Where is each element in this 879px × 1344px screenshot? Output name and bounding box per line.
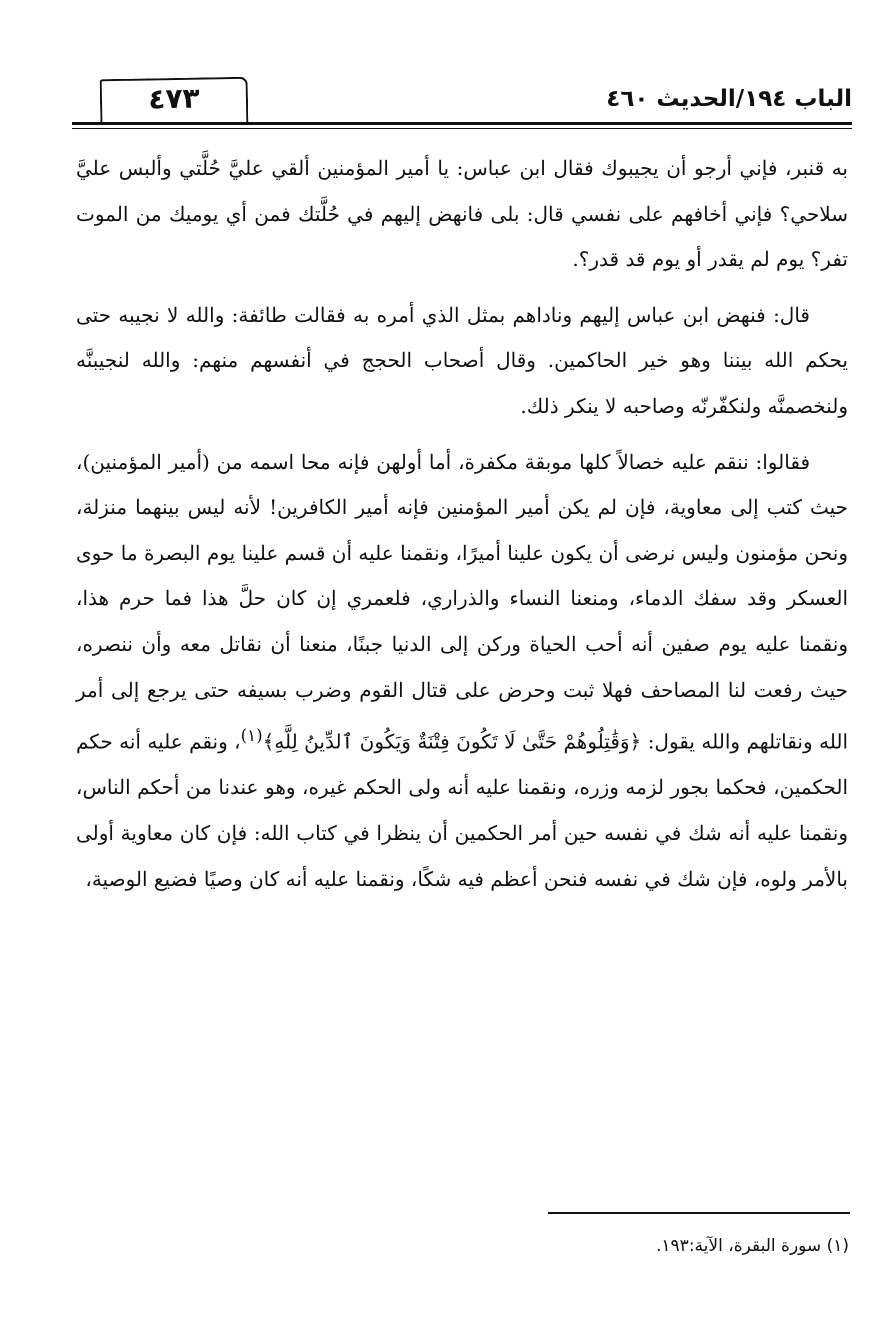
paragraph-3-continuation: ، ونقم عليه أنه حكم الحكمين، فحكما بجور لزمه وزره، ونقمنا عليه أنه ولى الحكم غيره، وهو عندنا من أحكم الناس، ونقمنا عليه أنه شك في نفسه حين أمر الحكمين أن ينظرا في كتاب الله: فإن كان معاوية أولى بالأمر ولوه، فإن شك في نفسه فنحن أعظم فيه شكًا، ونقمنا عليه أنه كان وصيًا فضيع الوصية،: [76, 729, 848, 891]
header-rule-thin: [72, 128, 852, 129]
footnote-separator: [548, 1212, 850, 1214]
page-header: [72, 78, 852, 128]
header-rule-thick: [72, 122, 852, 125]
paragraph-1: به قنبر، فإني أرجو أن يجيبوك فقال ابن عباس: يا أمير المؤمنين ألقي عليَّ حُلَّتي وألبس عليَّ سلاحي؟ فإني أخافهم على نفسي قال: بلى فانهض إليهم في حُلَّتك فمن أي يوميك من الموت تفر؟ يوم لم يقدر أو يوم قد قدر؟.: [76, 156, 848, 272]
running-title: الباب ١٩٤/الحديث ٤٦٠: [606, 86, 852, 112]
paragraph-2: قال: فنهض ابن عباس إليهم وناداهم بمثل الذي أمره به فقالت طائفة: والله لا نجيبه حتى يحكم الله بيننا وهو خير الحاكمين. وقال أصحاب الحجج في أنفسهم منهم: والله لنجيبنَّه ولنخصمنَّه ولنكفّرنّه وصاحبه لا ينكر ذلك.: [76, 302, 848, 418]
page-number-box: [100, 77, 249, 126]
footnote: (١) سورة البقرة، الآية:١٩٣.: [656, 1236, 849, 1256]
main-text: [76, 146, 848, 902]
paragraph-3: [76, 440, 848, 903]
paragraph-3-text: فقالوا: ننقم عليه خصالاً كلها موبقة مكفرة، أما أولهن فإنه محا اسمه من (أمير المؤمنين)، حيث كتب إلى معاوية، فإن لم يكن أمير المؤمنين فإنه أمير الكافرين! لأنه ليس بينهما منزلة، ونحن مؤمنون وليس نرضى أن يكون علينا أميرًا، ونقمنا عليه أن قسم علينا يوم البصرة ما حوى العسكر وقد سفك الدماء، ومنعنا النساء والذراري، فلعمري إن كان حلَّ هذا فما حرم هذا، ونقمنا عليه يوم صفين أنه أحب الحياة وركن إلى الدنيا جبنًا، منعنا أن نقاتل معه وأن ننصره، حيث رفعت لنا المصاحف فهلا ثبت وحرض على قتال القوم وضرب بسيفه حتى يرجع إلى أمر الله ونقاتلهم والله يقول:: [76, 449, 849, 754]
footnote-marker: (١): [240, 726, 263, 746]
page-number: ٤٧٣: [148, 81, 200, 116]
quran-verse: ﴿وَقَٰتِلُوهُمْ حَتَّىٰ لَا تَكُونَ فِتْنَةٌ وَيَكُونَ ٱلدِّينُ لِلَّهِ﴾: [262, 729, 642, 754]
